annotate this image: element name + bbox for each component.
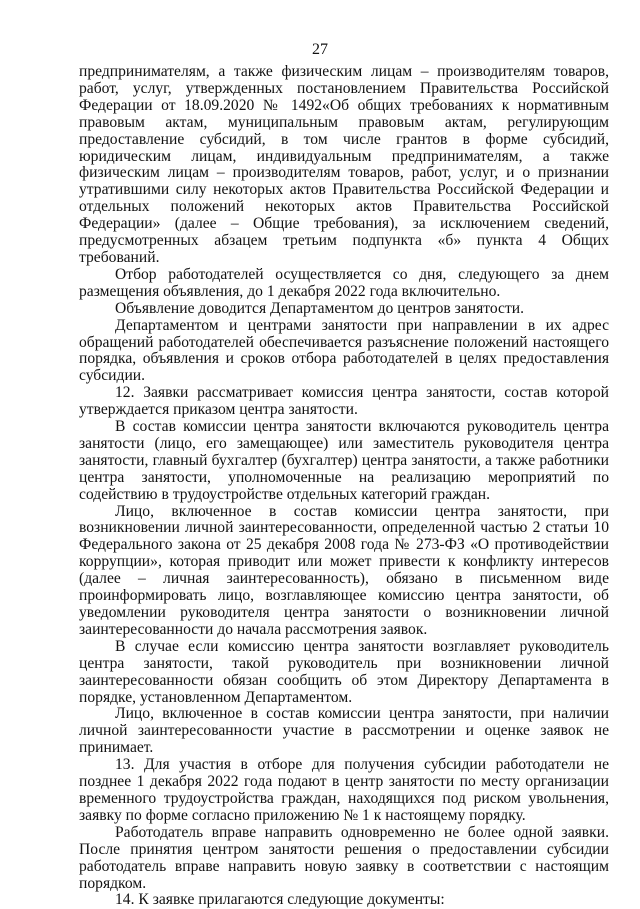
paragraph-conflict-of-interest: Лицо, включенное в состав комиссии центра занятости, при возникновении личной заинтересованности, определенной частью 2 статьи 10 Федерального закона от 25 декабря 2008 года № 273-ФЗ «О противодействии коррупции», которая приводит или может привести к конфликту интересов (далее – личная заинтересованность), обязано в письменном виде проинформировать лицо, возглавляющее комиссию центра занятости, об уведомлении руководителя центра занятости о возникновении личной заинтересованности до начала рассмотрения заявок. — [79, 502, 609, 638]
paragraph-announcement: Объявление доводится Департаментом до центров занятости. — [115, 299, 525, 317]
paragraph-clarification: Департаментом и центрами занятости при направлении в их адрес обращений работодателей обеспечивается разъяснение положений настоящего порядка, объявления и сроков отбора работодателей в целях предоставления субсидии. — [79, 316, 609, 385]
paragraph-head-conflict: В случае если комиссию центра занятости возглавляет руководитель центра занятости, такой руководитель при возникновении личной заинтересованности обязан сообщить об этом Директору Департамента в порядке, установленном Департаментом. — [79, 637, 609, 706]
paragraph-item-13: 13. Для участия в отборе для получения субсидии работодатели не позднее 1 декабря 2022 года подают в центр занятости по месту организации временного трудоустройства граждан, находящихся под риском увольнения, заявку по форме согласно приложению № 1 к настоящему порядку. — [79, 756, 609, 824]
page-number: 27 — [312, 41, 328, 58]
paragraph-selection-period: Отбор работодателей осуществляется со дня, следующего за днем размещения объявления, до 1 декабря 2022 года включительно. — [79, 265, 609, 300]
paragraph-item-14: 14. К заявке прилагаются следующие документы: — [115, 891, 445, 909]
paragraph-recusal: Лицо, включенное в состав комиссии центра занятости, при наличии личной заинтересованности участие в рассмотрении и оценке заявок не принимает. — [79, 705, 609, 757]
paragraph-continuation: предпринимателям, а также физическим лицам – производителям товаров, работ, услуг, утвержденных постановлением Правительства Российской Федерации от 18.09.2020 № 1492«Об общих требованиях к нормативным правовым актам, муниципальным правовым актам, регулирующим предоставление субсидий, в том числе грантов в форме субсидий, юридическим лицам, индивидуальным предпринимателям, а также физическим лицам – производителям товаров, работ, услуг, и о признании утратившими силу некоторых актов Правительства Российской Федерации и отдельных положений некоторых актов Правительства Российской Федерации» (далее – Общие требования), за исключением сведений, предусмотренных абзацем третьим подпункта «б» пункта 4 Общих требований. — [79, 63, 609, 266]
document-body — [79, 64, 609, 909]
paragraph-item-12: 12. Заявки рассматривает комиссия центра занятости, состав которой утверждается приказом центра занятости. — [79, 384, 609, 419]
paragraph-commission-composition: В состав комиссии центра занятости включаются руководитель центра занятости (лицо, его замещающее) или заместитель руководителя центра занятости, главный бухгалтер (бухгалтер) центра занятости, а также работники центра занятости, уполномоченные на реализацию мероприятий по содействию в трудоустройстве отдельных категорий граждан. — [79, 418, 609, 503]
paragraph-single-application: Работодатель вправе направить одновременно не более одной заявки. После принятия центром занятости решения о предоставлении субсидии работодатель вправе направить новую заявку в соответствии с настоящим порядком. — [79, 823, 609, 892]
